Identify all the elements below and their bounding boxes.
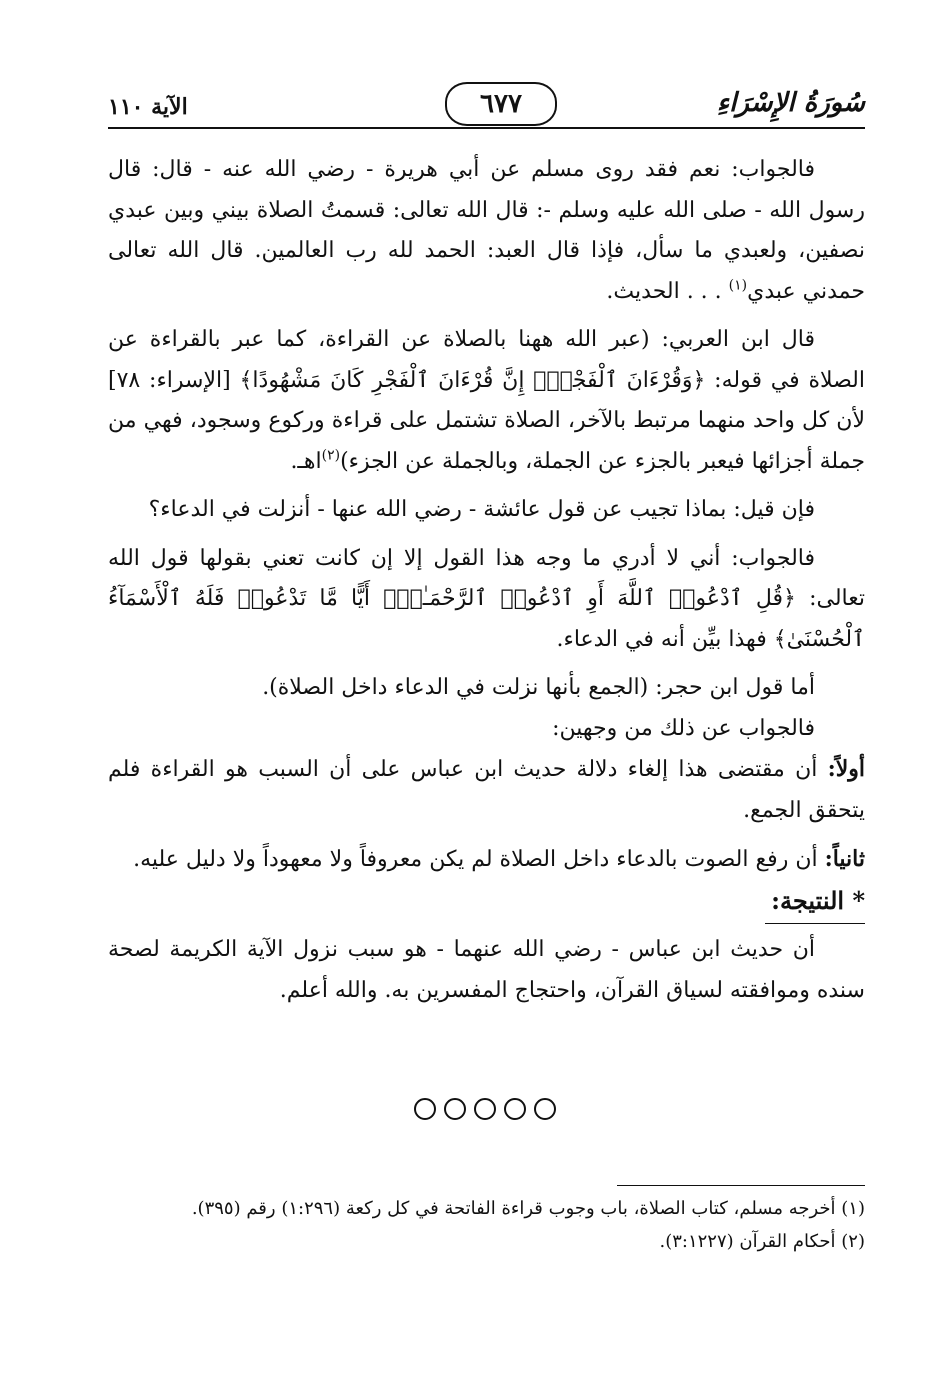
footnote-ref-2: (٢) bbox=[321, 447, 341, 464]
paragraph-9: أن حديث ابن عباس - رضي الله عنهما - هو سبب نزول الآية الكريمة لصحة سنده وموافقته لسياق القرآن، واحتجاج المفسرين به. والله أعلم. bbox=[108, 937, 865, 1003]
footnotes bbox=[108, 1192, 865, 1258]
surah-title: سُورَةُ الإِسْرَاءِ bbox=[716, 88, 865, 118]
footnote-separator bbox=[617, 1185, 865, 1186]
paragraph-6: فالجواب عن ذلك من وجهين: bbox=[552, 715, 815, 741]
page-header bbox=[108, 78, 865, 134]
paragraph-7 bbox=[108, 749, 865, 831]
paragraph-1 bbox=[108, 150, 865, 312]
footnote-1: (١) أخرجه مسلم، كتاب الصلاة، باب وجوب قراءة الفاتحة في كل ركعة (١:٢٩٦) رقم (٣٩٥). bbox=[191, 1198, 865, 1219]
footnote-ref-1: (١) bbox=[728, 277, 748, 294]
paragraph-3: فإن قيل: بماذا تجيب عن قول عائشة - رضي الله عنها - أنزلت في الدعاء؟ bbox=[148, 497, 815, 522]
paragraph-2-text: قال ابن العربي: (عبر الله ههنا بالصلاة عن القراءة، كما عبر بالقراءة عن الصلاة في قوله: ﴿وَقُرْءَانَ ٱلْفَجْرِۖ إِنَّ قُرْءَانَ ٱلْفَجْرِ كَانَ مَشْهُودًا﴾ [الإسراء: ٧٨] لأن كل واحد منهما مرتبط بالآخر، الصلاة تشتمل على قراءة وركوع وسجود، فهي من جملة أجزائها فيعبر بالجزء عن الجملة، وبالجملة عن الجزء) bbox=[108, 327, 865, 474]
section-divider-circles bbox=[400, 1098, 570, 1128]
paragraph-5: أما قول ابن حجر: (الجمع بأنها نزلت في الدعاء داخل الصلاة). bbox=[262, 675, 815, 700]
paragraph-2-end: اهـ. bbox=[290, 448, 322, 474]
circle-ornament bbox=[504, 1098, 526, 1120]
paragraph-4: فالجواب: أني لا أدري ما وجه هذا القول إلا إن كانت تعني بقولها قول الله تعالى: ﴿قُلِ ٱدْعُوا۟ ٱللَّهَ أَوِ ٱدْعُوا۟ ٱلرَّحْمَـٰنَۖ أَيًّا مَّا تَدْعُوا۟ فَلَهُ ٱلْأَسْمَآءُ ٱلْحُسْنَىٰ﴾ فهذا بيِّن أنه في الدعاء. bbox=[108, 545, 865, 652]
footnote-2: (٢) أحكام القرآن (٣:١٢٢٧). bbox=[659, 1231, 865, 1252]
header-rule bbox=[108, 127, 865, 129]
paragraph-2 bbox=[108, 320, 865, 482]
circle-ornament bbox=[474, 1098, 496, 1120]
circle-ornament bbox=[534, 1098, 556, 1120]
main-text bbox=[108, 150, 865, 1011]
point-2-label: ثانياً: bbox=[824, 846, 865, 872]
point-1-text: أن مقتضى هذا إلغاء دلالة حديث ابن عباس على أن السبب هو القراءة فلم يتحقق الجمع. bbox=[108, 757, 865, 823]
page-number: ٦٧٧ bbox=[445, 82, 557, 126]
paragraph-8 bbox=[108, 839, 865, 881]
circle-ornament bbox=[444, 1098, 466, 1120]
paragraph-1-text: فالجواب: نعم فقد روى مسلم عن أبي هريرة - رضي الله عنه - قال: قال رسول الله - صلى الله عليه وسلم -: قال الله تعالى: قسمتُ الصلاة بيني وبين عبدي نصفين، ولعبدي ما سأل، فإذا قال العبد: الحمد لله رب العالمين. قال الله تعالى حمدني عبدي bbox=[108, 157, 865, 304]
result-heading: * النتيجة: bbox=[771, 885, 865, 915]
ayah-label: الآية ١١٠ bbox=[108, 94, 188, 120]
paragraph-1-end: . . . الحديث. bbox=[606, 278, 729, 304]
circle-ornament bbox=[414, 1098, 436, 1120]
result-underline bbox=[765, 923, 865, 924]
point-1-label: أولاً: bbox=[827, 756, 865, 782]
point-2-text: أن رفع الصوت بالدعاء داخل الصلاة لم يكن معروفاً ولا معهوداً ولا دليل عليه. bbox=[133, 847, 825, 872]
